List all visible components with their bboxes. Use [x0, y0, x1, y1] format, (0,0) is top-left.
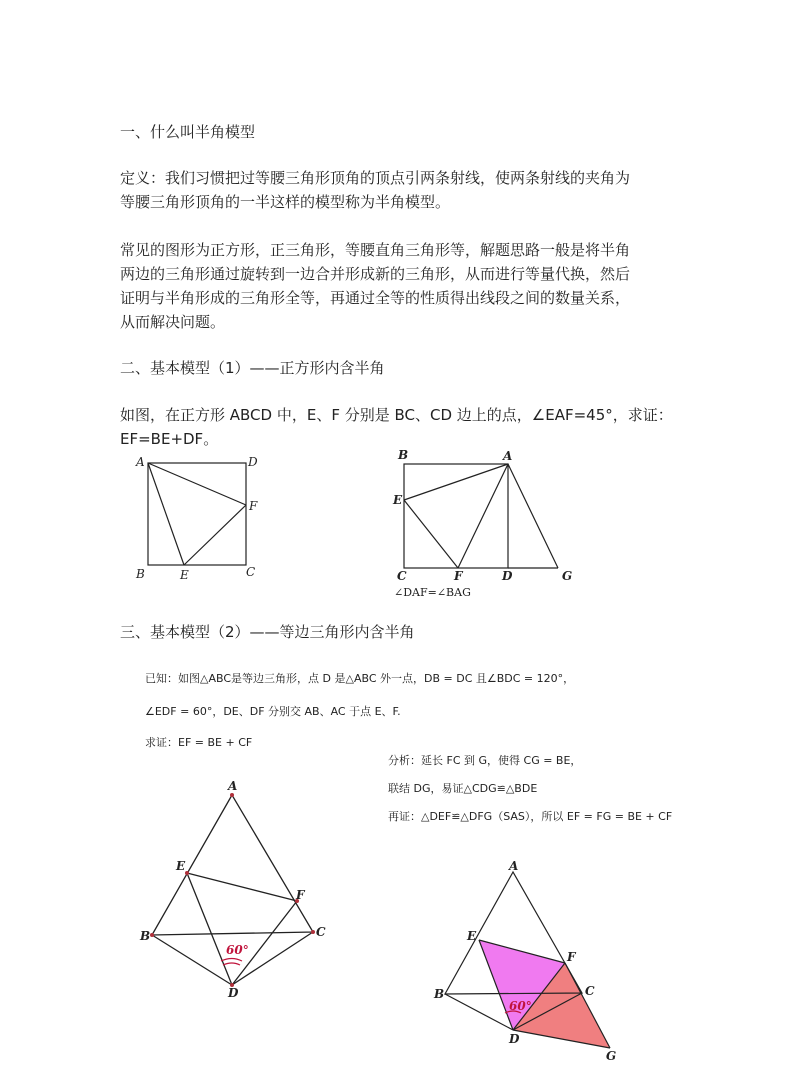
square-outline	[148, 463, 246, 565]
label-a: A	[509, 859, 519, 873]
label-b: B	[398, 448, 409, 462]
model2-prove: 求证：EF = BE + CF	[145, 736, 253, 749]
analysis-line-2: 联结 DG，易证△CDG≌△BDE	[388, 782, 538, 795]
label-d: D	[502, 569, 513, 583]
label-c: C	[397, 569, 407, 583]
definition-line-1: 定义：我们习惯把过等腰三角形顶角的顶点引两条射线，使两条射线的夹角为	[120, 169, 631, 187]
label-e: E	[176, 859, 186, 873]
label-a: A	[228, 779, 238, 793]
segment-ag	[508, 464, 558, 568]
square-outline-2	[404, 464, 508, 568]
model2-given-1: 已知：如图△ABC是等边三角形，点 D 是△ABC 外一点，DB = DC 且∠BDC = 120°，	[145, 672, 575, 685]
common-line-1: 常见的图形为正方形，正三角形，等腰直角三角形等，解题思路一般是将半角	[120, 241, 631, 259]
segment-de	[187, 873, 232, 985]
label-a: A	[136, 455, 145, 469]
segment-cd	[232, 932, 313, 985]
label-d: D	[509, 1032, 520, 1046]
triangle-figure-2	[425, 860, 625, 1070]
label-c: C	[585, 984, 595, 998]
square-figure-2	[392, 448, 587, 599]
segment-af	[458, 464, 508, 568]
angle-label: 60°	[509, 999, 532, 1013]
caption-cut: ∠DAF=∠BAG	[394, 586, 471, 599]
square-figure-1	[132, 450, 267, 585]
common-line-3: 证明与半角形成的三角形全等，再通过全等的性质得出线段之间的数量关系，	[120, 289, 631, 307]
label-e: E	[393, 493, 403, 507]
segment-ae	[148, 463, 184, 565]
angle-label: 60°	[226, 943, 249, 957]
label-f: F	[567, 950, 576, 964]
angle-arc	[221, 959, 242, 962]
section-1-title: 一、什么叫半角模型	[120, 123, 256, 141]
section-3-title: 三、基本模型（2）——等边三角形内含半角	[120, 623, 415, 641]
label-g: G	[562, 569, 573, 583]
label-c: C	[316, 925, 326, 939]
segment-ae	[404, 464, 508, 500]
label-c: C	[246, 565, 256, 579]
label-b: B	[434, 987, 445, 1001]
label-e: E	[467, 929, 477, 943]
common-line-4: 从而解决问题。	[120, 313, 226, 331]
segment-af	[148, 463, 246, 505]
label-d: D	[248, 455, 258, 469]
triangle-figure-1	[135, 775, 335, 1000]
s2-problem-line-1: 如图，在正方形 ABCD 中，E、F 分别是 BC、CD 边上的点，∠EAF=45°，求证：	[120, 406, 673, 424]
label-g: G	[606, 1049, 617, 1063]
label-b: B	[136, 567, 145, 581]
label-a: A	[503, 449, 513, 463]
label-b: B	[140, 929, 151, 943]
section-2-title: 二、基本模型（1）——正方形内含半角	[120, 359, 385, 377]
label-f: F	[454, 569, 463, 583]
label-f: F	[249, 499, 258, 513]
label-f: F	[296, 888, 305, 902]
analysis-line-3: 再证：△DEF≌△DFG（SAS），所以 EF = FG = BE + CF	[388, 810, 673, 823]
s2-problem-line-2: EF=BE+DF。	[120, 430, 219, 448]
model2-given-2: ∠EDF = 60°，DE、DF 分别交 AB、AC 于点 E、F.	[145, 705, 401, 718]
definition-line-2: 等腰三角形顶角的一半这样的模型称为半角模型。	[120, 193, 451, 211]
segment-bd	[152, 935, 232, 985]
label-e: E	[180, 568, 189, 582]
segment-ef	[404, 500, 458, 568]
segment-ef	[184, 505, 246, 565]
label-d: D	[228, 986, 239, 1000]
analysis-line-1: 分析：延长 FC 到 G，使得 CG = BE，	[388, 754, 582, 767]
common-line-2: 两边的三角形通过旋转到一边合并形成新的三角形，从而进行等量代换，然后	[120, 265, 631, 283]
